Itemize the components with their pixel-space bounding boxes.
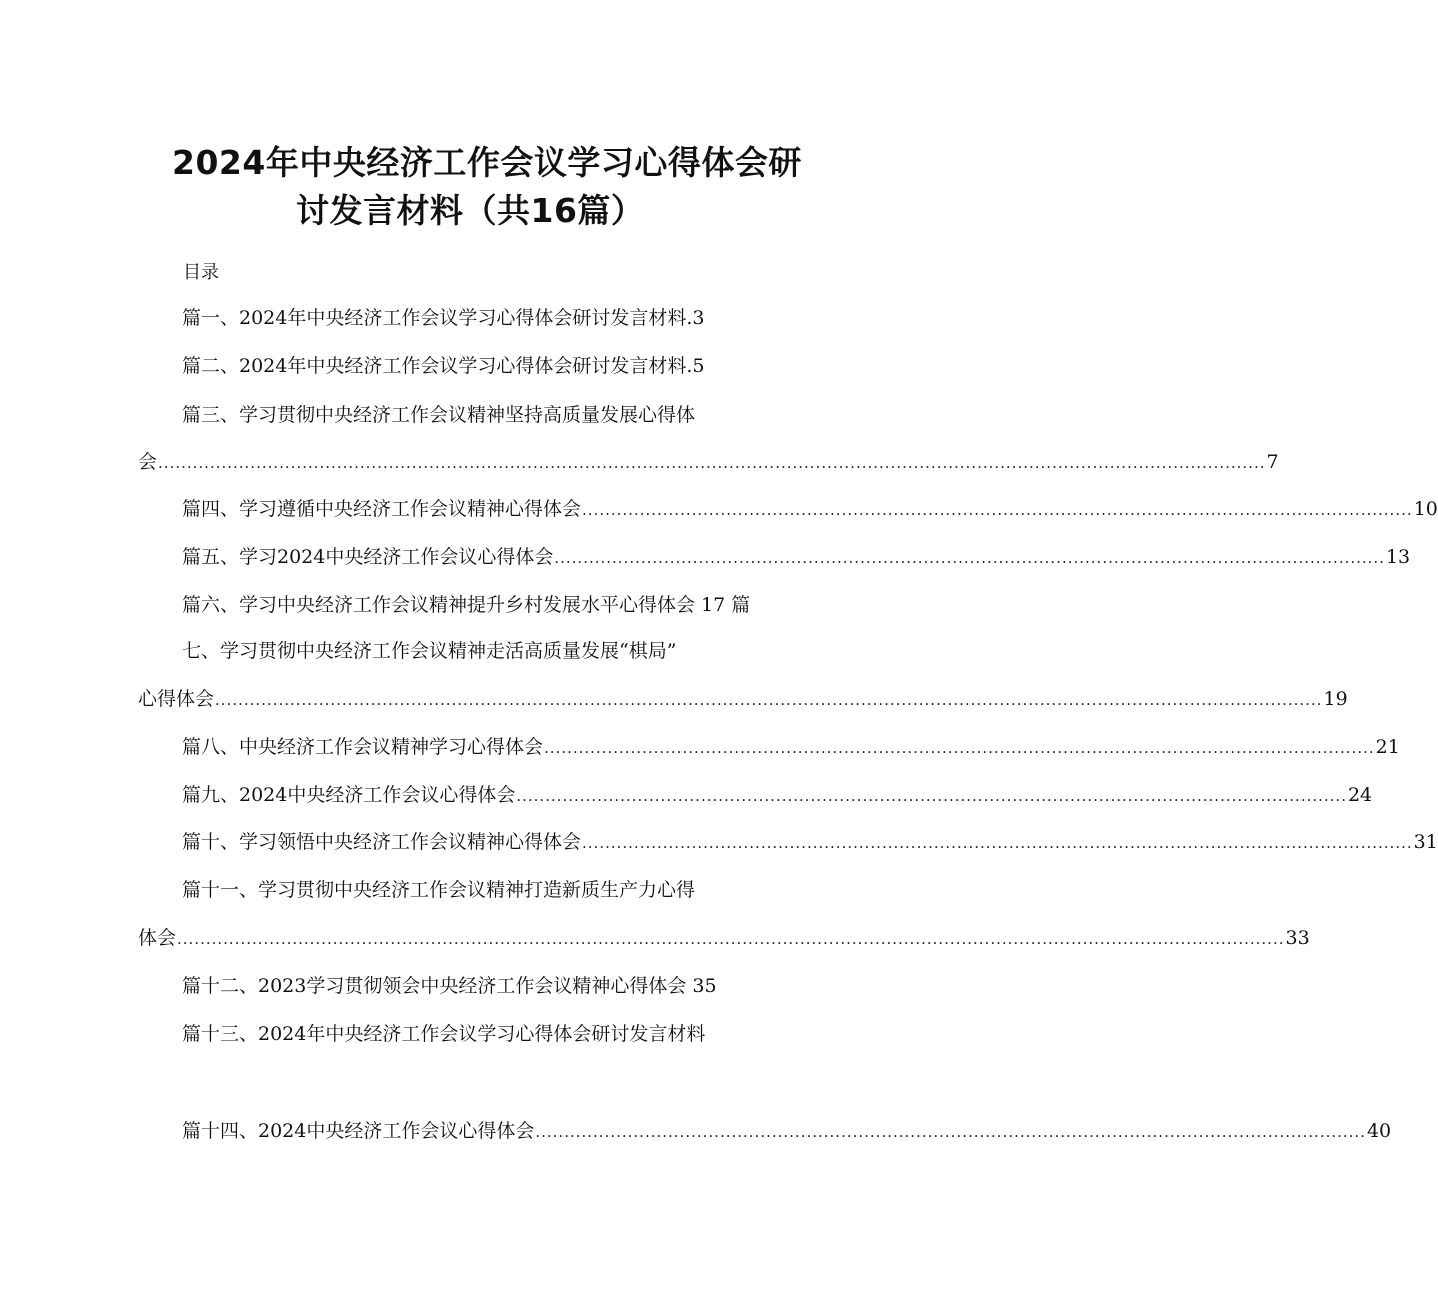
toc-entry-page: 31 <box>1413 831 1438 853</box>
toc-leader-dots: ................................................................................................................................................ <box>544 739 1375 757</box>
toc-entry-title: 篇二、2024年中央经济工作会议学习心得体会研讨发言材料. <box>182 355 693 377</box>
toc-entry-page: 24 <box>1347 784 1373 806</box>
toc-leader-dots: ................................................................................................................................................ <box>554 549 1385 567</box>
toc-entry-page: 5 <box>692 355 705 377</box>
toc-entry-title-cont: 会 <box>138 451 158 473</box>
toc-entry-page: 40 <box>1366 1120 1392 1142</box>
toc-entry-title: 篇一、2024年中央经济工作会议学习心得体会研讨发言材料. <box>182 307 693 329</box>
toc-entry-5[interactable] <box>182 545 1411 569</box>
toc-entry-3-cont[interactable] <box>138 450 1279 474</box>
toc-entry-page: 21 <box>1375 736 1400 758</box>
toc-entry-title-cont: 体会 <box>138 927 177 949</box>
toc-entry-3[interactable]: 篇三、学习贯彻中央经济工作会议精神坚持高质量发展心得体 <box>182 404 696 426</box>
toc-entry-7[interactable]: 七、学习贯彻中央经济工作会议精神走活高质量发展“棋局” <box>182 640 677 662</box>
toc-entry-page: 10 <box>1413 498 1438 520</box>
toc-entry-title: 篇十四、2024中央经济工作会议心得体会 <box>182 1120 535 1142</box>
toc-entry-title: 篇八、中央经济工作会议精神学习心得体会 <box>182 736 544 758</box>
toc-entry-page: 33 <box>1285 927 1310 949</box>
toc-entry-11-cont[interactable] <box>138 926 1310 950</box>
toc-entry-14[interactable] <box>182 1119 1392 1143</box>
toc-leader-dots: ................................................................................................................................................................................................ <box>177 930 1285 948</box>
toc-entry-7-cont[interactable] <box>138 687 1348 711</box>
toc-entry-4[interactable] <box>182 497 1438 521</box>
document-title-line-1: 2024年中央经济工作会议学习心得体会研 <box>172 143 802 182</box>
toc-leader-dots: ................................................................................................................................................ <box>535 1123 1366 1141</box>
toc-heading: 目录 <box>183 262 219 283</box>
toc-entry-title: 篇九、2024中央经济工作会议心得体会 <box>182 784 516 806</box>
toc-entry-title: 篇十、学习领悟中央经济工作会议精神心得体会 <box>182 831 582 853</box>
toc-entry-12[interactable]: 篇十二、2023学习贯彻领会中央经济工作会议精神心得体会 35 <box>182 975 717 997</box>
toc-entry-page: 13 <box>1385 546 1411 568</box>
toc-leader-dots: ................................................................................................................................................ <box>582 501 1413 519</box>
toc-entry-page: 19 <box>1323 688 1348 710</box>
toc-entry-13[interactable]: 篇十三、2024年中央经济工作会议学习心得体会研讨发言材料 <box>182 1023 706 1045</box>
toc-entry-title: 篇四、学习遵循中央经济工作会议精神心得体会 <box>182 498 582 520</box>
toc-entry-8[interactable] <box>182 735 1400 759</box>
toc-entry-page: 7 <box>1266 451 1279 473</box>
toc-entry-2[interactable] <box>182 354 738 378</box>
toc-entry-10[interactable] <box>182 830 1438 854</box>
toc-leader-dots: ................................................................................................................................................ <box>516 787 1347 805</box>
toc-entry-11[interactable]: 篇十一、学习贯彻中央经济工作会议精神打造新质生产力心得 <box>182 879 696 901</box>
toc-entry-1[interactable] <box>182 306 738 330</box>
document-title-line-2: 讨发言材料（共16篇） <box>296 191 645 230</box>
toc-entry-title: 篇五、学习2024中央经济工作会议心得体会 <box>182 546 554 568</box>
toc-entry-6[interactable]: 篇六、学习中央经济工作会议精神提升乡村发展水平心得体会 17 篇 <box>182 594 751 616</box>
toc-entry-9[interactable] <box>182 783 1373 807</box>
toc-leader-dots: ................................................................................................................................................................................................ <box>158 454 1266 472</box>
toc-leader-dots: ................................................................................................................................................ <box>582 834 1413 852</box>
toc-entry-page: 3 <box>692 307 705 329</box>
toc-leader-dots: ................................................................................................................................................................................................ <box>215 691 1323 709</box>
toc-entry-title-cont: 心得体会 <box>138 688 215 710</box>
